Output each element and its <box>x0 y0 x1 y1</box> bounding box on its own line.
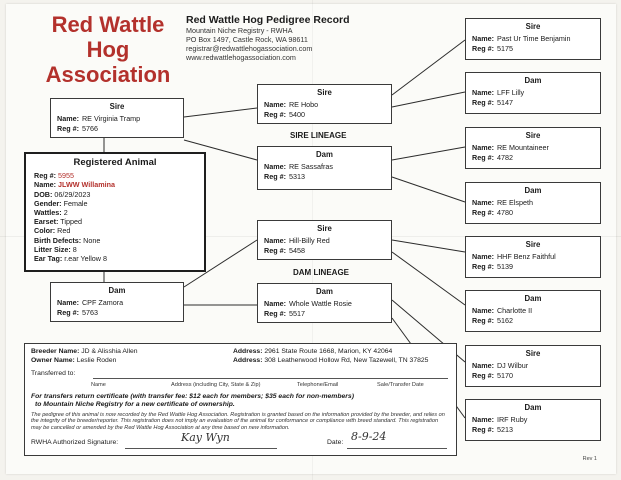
ancestor-name: IRF Ruby <box>496 415 528 424</box>
box-title: Sire <box>525 349 541 358</box>
box-title: Dam <box>524 76 542 85</box>
transfer-line <box>93 378 448 379</box>
reg-label: Reg #: <box>472 316 494 325</box>
animal-field-birth-defects <box>34 236 196 245</box>
grandsire-name: RE Hobo <box>288 100 319 109</box>
reg-label: Reg #: <box>57 308 79 317</box>
field-label: Color: <box>34 226 56 236</box>
box-title: Sire <box>525 131 541 140</box>
breeder-name: JD & Alisshia Allen <box>81 348 138 355</box>
transfer-col: Sale/Transfer Date <box>377 382 424 388</box>
reg-label: Reg #: <box>472 98 494 107</box>
name-label: Name: <box>264 162 286 171</box>
reg-label: Reg #: <box>472 371 494 380</box>
reg-label: Reg #: <box>472 262 494 271</box>
box-title: Sire <box>317 224 332 233</box>
box-title: Sire <box>317 88 332 97</box>
signature-line <box>125 448 277 449</box>
transfer-columns <box>91 381 450 390</box>
box-title: Dam <box>524 403 542 412</box>
ancestor-reg: 5139 <box>496 262 513 271</box>
name-label: Name: <box>264 299 286 308</box>
ancestor-name: DJ Wilbur <box>496 361 529 370</box>
name-label: Name: <box>472 252 494 261</box>
great-grandparent-box <box>465 127 601 169</box>
animal-field-ear-tag <box>34 254 196 263</box>
transfer-col: Name <box>91 382 106 388</box>
ancestor-reg: 5175 <box>496 44 513 53</box>
address-label: Address: <box>233 357 263 364</box>
granddam-reg: 5517 <box>288 309 305 318</box>
reg-label: Reg #: <box>264 172 286 181</box>
reg-label: Reg #: <box>472 153 494 162</box>
ownership-section <box>24 343 457 456</box>
animal-birth-defects: None <box>83 235 101 245</box>
grandsire-name: Hill-Billy Red <box>288 236 330 245</box>
ancestor-name: Past Ur Time Benjamin <box>496 34 571 43</box>
reg-label: Reg #: <box>264 309 286 318</box>
sire-reg: 5766 <box>81 124 98 133</box>
great-grandparent-box <box>465 290 601 332</box>
animal-field-reg <box>34 171 196 180</box>
signature: Kay Wyn <box>181 430 230 444</box>
disclaimer: The pedigree of this animal is now recorded by the Red Wattle Hog Association. Registration is granted based on the information provided by the breeder, and relies on the integrity of the breeder/reporter. This registration does not imply an evaluation of the animal for conformance or compliance with breed standard. This registration may be cancelled or amended by the Red Wattle Hog Association at any time based on new information. <box>31 411 445 432</box>
signature-date: 8-9-24 <box>351 429 387 443</box>
fee-line: to Mountain Niche Registry for a new certificate of ownership. <box>35 401 235 408</box>
registered-animal-box <box>24 152 206 272</box>
registry-line: Mountain Niche Registry - RWHA <box>186 26 293 35</box>
ancestor-name: HHF Benz Faithful <box>496 252 556 261</box>
great-grandparent-box <box>465 399 601 441</box>
date-label: Date: <box>327 438 344 446</box>
ancestor-reg: 5170 <box>496 371 513 380</box>
granddam-name: Whole Wattle Rosie <box>288 299 352 308</box>
registry-email[interactable]: registrar@redwattlehogassociation.com <box>186 44 313 53</box>
dam-lineage-heading: DAM LINEAGE <box>293 268 349 277</box>
address-label: Address: <box>233 348 263 355</box>
granddam-name: RE Sassafras <box>288 162 333 171</box>
name-label: Name: <box>57 114 79 123</box>
name-label: Name: <box>264 236 286 245</box>
animal-field-earset <box>34 217 196 226</box>
transfer-col: Telephone/Email <box>297 382 339 388</box>
title-line-1: Red Wattle <box>51 12 165 37</box>
animal-name: JLWW Willamina <box>57 180 116 190</box>
ancestor-name: RE Elspeth <box>496 198 533 207</box>
field-label: Birth Defects: <box>34 235 82 245</box>
name-label: Name: <box>57 298 79 307</box>
box-title: Dam <box>524 186 542 195</box>
registry-line: PO Box 1497, Castle Rock, WA 98611 <box>186 35 308 44</box>
great-grandparent-box <box>465 236 601 278</box>
name-label: Name: <box>472 143 494 152</box>
box-title: Sire <box>525 22 541 31</box>
signature-row <box>31 429 450 450</box>
great-grandparent-box <box>465 182 601 224</box>
registry-website[interactable]: www.redwattlehogassociation.com <box>186 53 296 62</box>
name-label: Name: <box>472 415 494 424</box>
owner-address: 308 Leatherwood Hollow Rd, New Tazewell, TN 37825 <box>264 357 429 364</box>
ancestor-reg: 4782 <box>496 153 513 162</box>
box-title: Dam <box>524 294 542 303</box>
owner-label: Owner Name: <box>31 357 75 364</box>
box-title: Sire <box>109 102 125 111</box>
box-title: Dam <box>316 150 333 159</box>
grandsire-reg: 5458 <box>288 246 305 255</box>
great-grandparent-box <box>465 345 601 387</box>
date-line <box>347 448 447 449</box>
name-label: Name: <box>472 88 494 97</box>
great-grandparent-box <box>465 72 601 114</box>
animal-dob: 06/29/2023 <box>54 189 91 199</box>
animal-gender: Female <box>63 198 88 208</box>
box-title: Dam <box>108 286 126 295</box>
reg-label: Reg #: <box>264 246 286 255</box>
reg-label: Reg #: <box>472 208 494 217</box>
animal-ear-tag: r.ear Yellow 8 <box>64 254 107 264</box>
dam-lineage-sire-box <box>257 220 392 260</box>
animal-field-color <box>34 226 196 235</box>
sire-name: RE Virginia Tramp <box>81 114 141 123</box>
animal-litter-size: 8 <box>72 244 77 254</box>
ancestor-reg: 5147 <box>496 98 513 107</box>
field-label: Ear Tag: <box>34 254 63 264</box>
name-label: Name: <box>472 34 494 43</box>
reg-label: Reg #: <box>264 110 286 119</box>
animal-color: Red <box>57 226 71 236</box>
grandsire-reg: 5400 <box>288 110 305 119</box>
name-label: Name: <box>472 198 494 207</box>
name-label: Name: <box>264 100 286 109</box>
animal-field-name <box>34 180 196 189</box>
fee-line: For transfers return certificate (with transfer fee: $12 each for members; $35 each for non-members) <box>31 392 354 400</box>
box-title: Dam <box>316 287 333 296</box>
ancestor-name: RE Mountaineer <box>496 143 549 152</box>
animal-reg: 5955 <box>57 171 74 181</box>
breeder-address: 2961 State Route 1668, Marion, KY 42064 <box>264 348 393 355</box>
signature-label: RWHA Authorized Signature: <box>31 438 119 446</box>
animal-heading: Registered Animal <box>73 157 157 168</box>
animal-field-litter-size <box>34 245 196 254</box>
field-label: Reg #: <box>34 171 56 181</box>
revision-label: Rev 1 <box>582 456 597 462</box>
transfer-col: Address (including City, State & Zip) <box>171 382 261 388</box>
great-grandparent-box <box>465 18 601 60</box>
ancestor-reg: 5162 <box>496 316 513 325</box>
title-line-2: Hog Association <box>45 37 171 87</box>
animal-earset: Tipped <box>60 217 82 227</box>
field-label: Name: <box>34 180 56 190</box>
granddam-reg: 5313 <box>288 172 305 181</box>
animal-wattles: 2 <box>63 208 68 218</box>
association-title <box>28 12 188 87</box>
reg-label: Reg #: <box>57 124 79 133</box>
sire-lineage-heading: SIRE LINEAGE <box>290 131 347 140</box>
reg-label: Reg #: <box>472 44 494 53</box>
transfer-label: Transferred to: <box>31 370 76 377</box>
name-label: Name: <box>472 306 494 315</box>
dam-name: CPF Zamora <box>81 298 124 307</box>
reg-label: Reg #: <box>472 425 494 434</box>
dam-reg: 5763 <box>81 308 98 317</box>
registry-heading: Red Wattle Hog Pedigree Record <box>186 14 350 26</box>
ancestor-reg: 4780 <box>496 208 513 217</box>
field-label: Litter Size: <box>34 244 71 254</box>
owner-name: Leslie Roden <box>76 357 117 364</box>
animal-field-dob <box>34 190 196 199</box>
sire-box <box>50 98 184 138</box>
breeder-label: Breeder Name: <box>31 348 80 355</box>
box-title: Sire <box>525 240 541 249</box>
dam-box <box>50 282 184 322</box>
sire-lineage-dam-box <box>257 146 392 190</box>
field-label: Wattles: <box>34 208 62 218</box>
animal-field-wattles <box>34 208 196 217</box>
sire-lineage-sire-box <box>257 84 392 124</box>
registry-header <box>186 14 396 62</box>
dam-lineage-dam-box <box>257 283 392 323</box>
ancestor-name: LFF Lilly <box>496 88 525 97</box>
ancestor-reg: 5213 <box>496 425 513 434</box>
field-label: Gender: <box>34 198 62 208</box>
field-label: DOB: <box>34 189 53 199</box>
animal-field-gender <box>34 199 196 208</box>
field-label: Earset: <box>34 217 59 227</box>
ancestor-name: Charlotte II <box>496 306 533 315</box>
name-label: Name: <box>472 361 494 370</box>
